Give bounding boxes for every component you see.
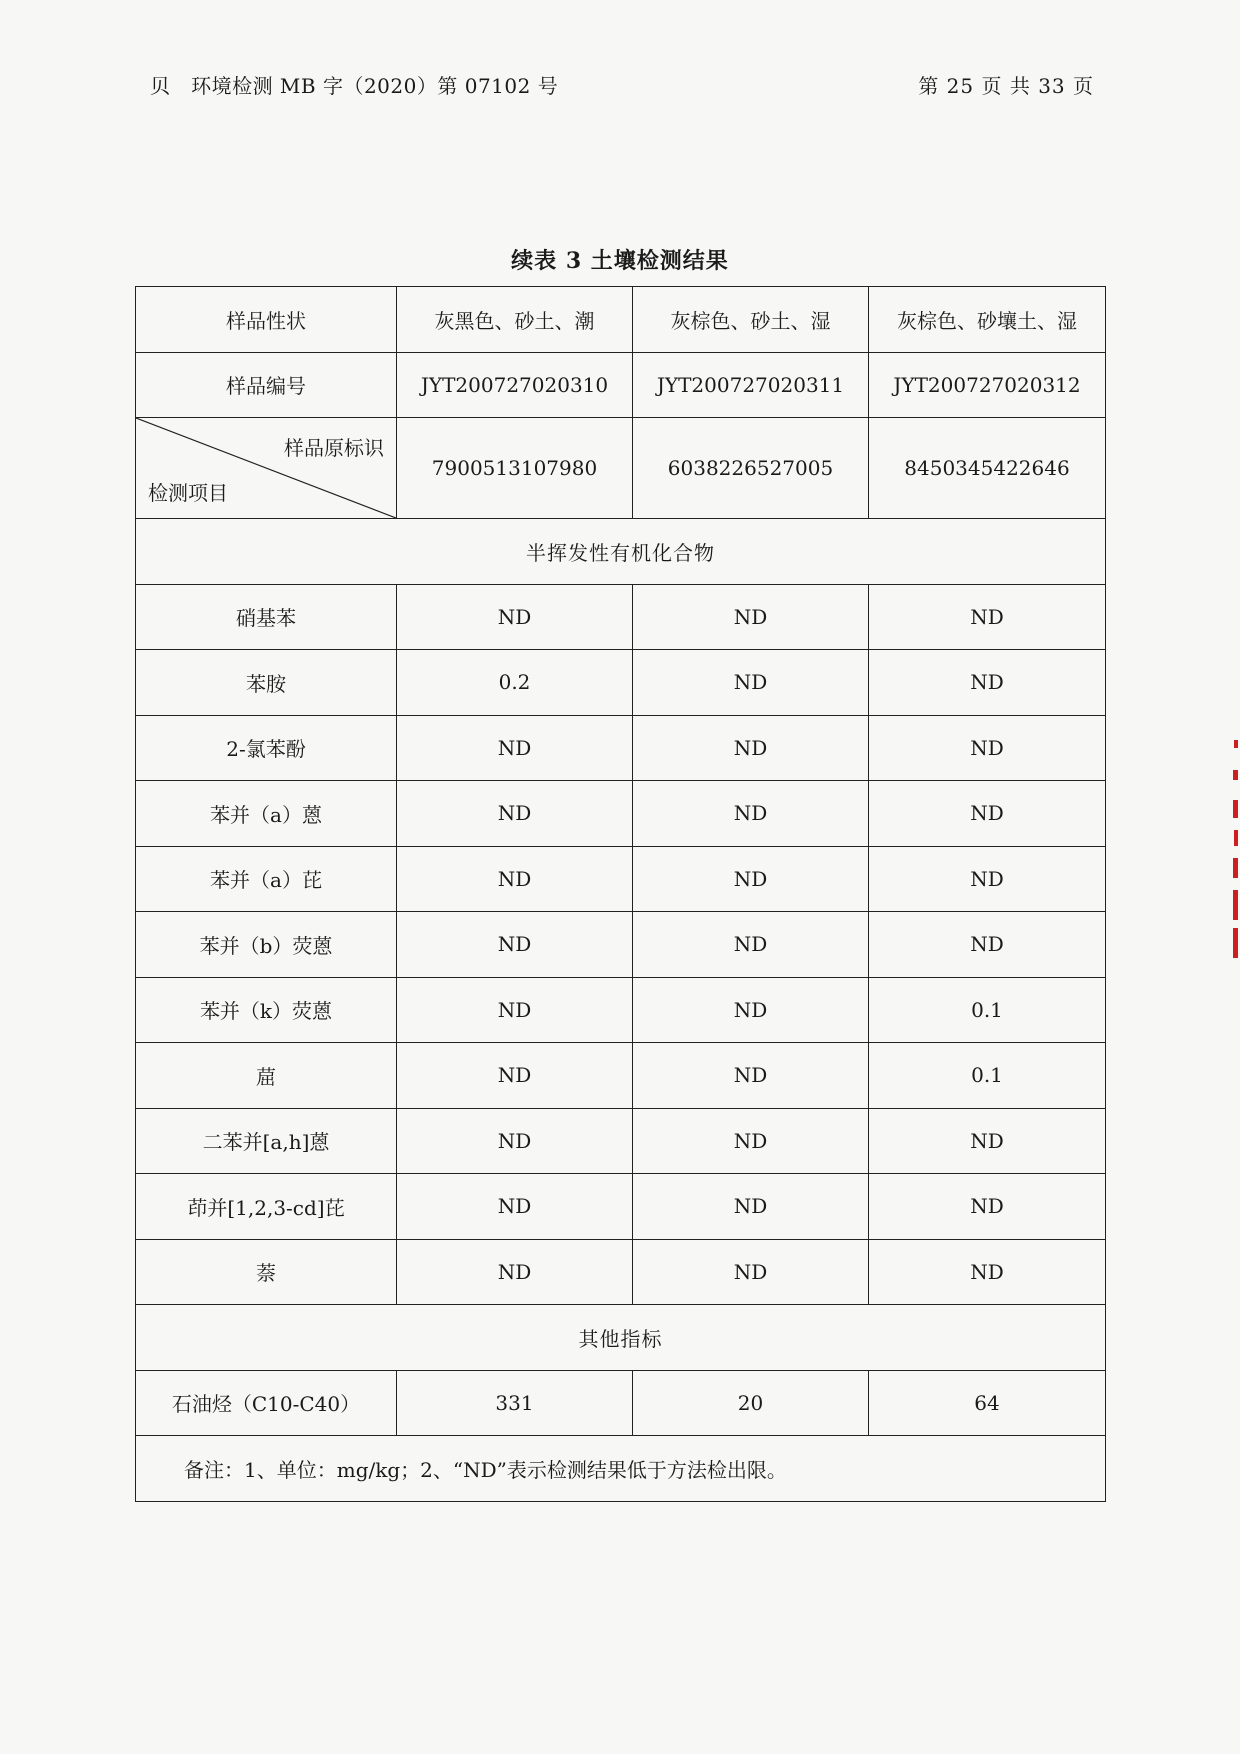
table-cell: ND (397, 1239, 633, 1305)
table-cell: ND (633, 1108, 869, 1174)
seal-fragment (1234, 740, 1238, 748)
table-cell: 0.1 (869, 977, 1106, 1043)
table-row (136, 846, 1106, 912)
table-cell: 6038226527005 (633, 418, 869, 519)
table-cell: 331 (397, 1370, 633, 1436)
remark-row (136, 1436, 1106, 1502)
table-row (136, 1043, 1106, 1109)
table-row (136, 287, 1106, 353)
table-row (136, 650, 1106, 716)
table-cell: ND (633, 650, 869, 716)
table-cell: 灰棕色、砂壤土、湿 (869, 287, 1106, 353)
table-cell: ND (633, 846, 869, 912)
table-cell: ND (633, 977, 869, 1043)
compound-name: 二苯并[a,h]蒽 (136, 1108, 397, 1174)
report-number: 贝 环境检测 MB 字（2020）第 07102 号 (150, 74, 559, 98)
section-header: 半挥发性有机化合物 (136, 519, 1106, 585)
diagonal-header-cell (136, 418, 397, 519)
table-row (136, 715, 1106, 781)
row-label: 样品编号 (136, 352, 397, 418)
table-cell: ND (869, 650, 1106, 716)
seal-fragment (1234, 830, 1238, 846)
table-cell: JYT200727020312 (869, 352, 1106, 418)
table-row (136, 912, 1106, 978)
table-cell: ND (397, 1108, 633, 1174)
compound-name: 苯胺 (136, 650, 397, 716)
seal-fragment (1233, 800, 1238, 818)
table-row (136, 977, 1106, 1043)
seal-fragment (1233, 890, 1238, 920)
compound-name: 硝基苯 (136, 584, 397, 650)
table-cell: ND (633, 584, 869, 650)
table-row (136, 418, 1106, 519)
table-cell: ND (633, 912, 869, 978)
table-cell: ND (397, 781, 633, 847)
table-cell: ND (869, 1239, 1106, 1305)
corner-top-label: 样品原标识 (284, 436, 384, 460)
table-cell: ND (869, 912, 1106, 978)
table-cell: 灰黑色、砂土、潮 (397, 287, 633, 353)
table-cell: ND (633, 1239, 869, 1305)
table-cell: ND (869, 1174, 1106, 1240)
seal-fragment (1233, 928, 1238, 958)
remark-note: 备注：1、单位：mg/kg；2、“ND”表示检测结果低于方法检出限。 (136, 1436, 1106, 1502)
table-cell: 20 (633, 1370, 869, 1436)
soil-results-table (135, 286, 1106, 1502)
table-row (136, 1370, 1106, 1436)
table-cell: 0.2 (397, 650, 633, 716)
table-cell: 8450345422646 (869, 418, 1106, 519)
seal-fragment (1233, 770, 1238, 780)
compound-name: 萘 (136, 1239, 397, 1305)
compound-name: 苯并（a）芘 (136, 846, 397, 912)
table-row (136, 352, 1106, 418)
table-cell: ND (633, 781, 869, 847)
table-cell: ND (397, 1043, 633, 1109)
table-cell: 0.1 (869, 1043, 1106, 1109)
page-header (0, 64, 1240, 100)
table-cell: ND (397, 846, 633, 912)
table-title: 续表 3 土壤检测结果 (511, 248, 729, 274)
table-cell: 7900513107980 (397, 418, 633, 519)
compound-name: 苯并（b）荧蒽 (136, 912, 397, 978)
table-cell: ND (869, 846, 1106, 912)
table-cell: 64 (869, 1370, 1106, 1436)
table-row (136, 1108, 1106, 1174)
table-cell: ND (869, 1108, 1106, 1174)
table-cell: ND (397, 1174, 633, 1240)
table-row (136, 1174, 1106, 1240)
section-row (136, 1305, 1106, 1371)
table-cell: ND (397, 977, 633, 1043)
table-cell: JYT200727020311 (633, 352, 869, 418)
section-header: 其他指标 (136, 1305, 1106, 1371)
corner-bottom-label: 检测项目 (148, 481, 228, 505)
table-cell: ND (633, 1174, 869, 1240)
table-cell: ND (397, 715, 633, 781)
table-cell: ND (397, 584, 633, 650)
compound-name: 茚并[1,2,3-cd]芘 (136, 1174, 397, 1240)
table-cell: ND (633, 1043, 869, 1109)
compound-name: 石油烃（C10-C40） (136, 1370, 397, 1436)
compound-name: 䓛 (136, 1043, 397, 1109)
table-cell: ND (633, 715, 869, 781)
page-indicator: 第 25 页 共 33 页 (918, 74, 1094, 98)
compound-name: 苯并（k）荧蒽 (136, 977, 397, 1043)
row-label: 样品性状 (136, 287, 397, 353)
seal-fragment (1233, 858, 1238, 878)
section-row (136, 519, 1106, 585)
table-row (136, 584, 1106, 650)
table-cell: ND (869, 781, 1106, 847)
table-cell: 灰棕色、砂土、湿 (633, 287, 869, 353)
table-cell: ND (869, 584, 1106, 650)
table-row (136, 1239, 1106, 1305)
compound-name: 苯并（a）蒽 (136, 781, 397, 847)
table-cell: JYT200727020310 (397, 352, 633, 418)
table-cell: ND (869, 715, 1106, 781)
table-row (136, 781, 1106, 847)
table-cell: ND (397, 912, 633, 978)
compound-name: 2-氯苯酚 (136, 715, 397, 781)
